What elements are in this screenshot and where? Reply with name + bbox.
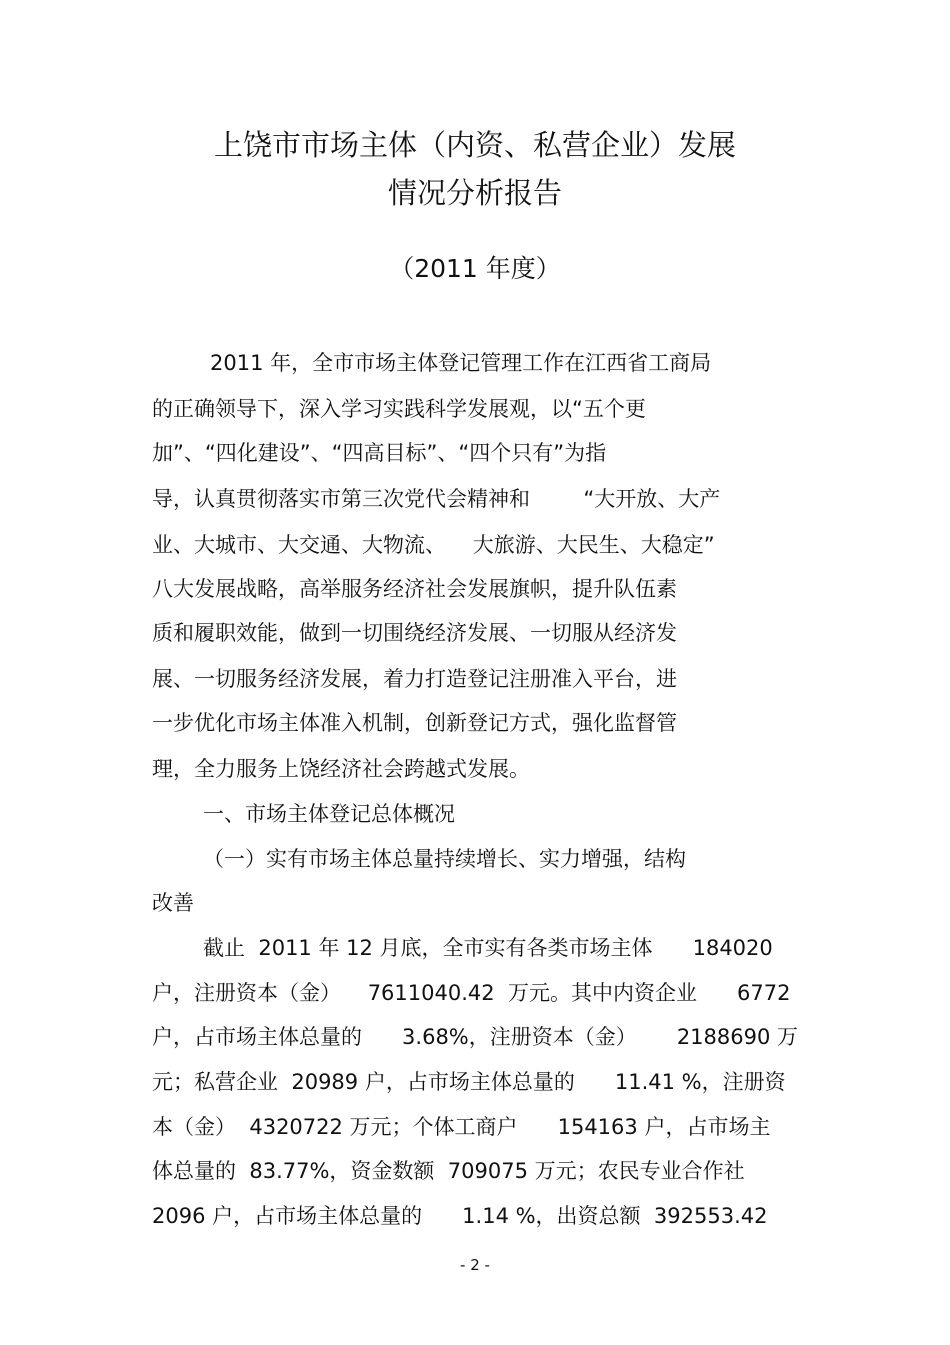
stats-line: 体总量的 83.77%，资金数额 709075 万元；农民专业合作社: [152, 1159, 745, 1183]
intro-line: 的正确领导下，深入学习实践科学发展观，以“五个更: [152, 397, 646, 421]
page-number: - 2 -: [460, 1256, 490, 1274]
document-title-line-1: 上饶市市场主体（内资、私营企业）发展: [213, 128, 736, 162]
intro-line: 2011 年，全市市场主体登记管理工作在江西省工商局: [210, 351, 712, 375]
intro-line: 加”、“四化建设”、“四高目标”、“四个只有”为指: [152, 441, 607, 465]
stats-line: 截止 2011 年 12 月底，全市实有各类市场主体 184020: [203, 936, 773, 960]
stats-line: 2096 户，占市场主体总量的 1.14 %，出资总额 392553.42: [152, 1204, 768, 1228]
stats-line: 元；私营企业 20989 户，占市场主体总量的 11.41 %，注册资: [152, 1070, 786, 1094]
intro-line: 展、一切服务经济发展，着力打造登记注册准入平台，进: [152, 667, 677, 691]
intro-line: 一步优化市场主体准入机制，创新登记方式，强化监督管: [152, 711, 677, 735]
intro-line: 质和履职效能，做到一切围绕经济发展、一切服从经济发: [152, 621, 677, 645]
stats-line: 户，注册资本（金） 7611040.42 万元。其中内资企业 6772: [152, 981, 791, 1005]
subsection-heading-line: 改善: [152, 891, 194, 915]
section-heading: 一、市场主体登记总体概况: [203, 802, 455, 826]
document-year: （2011 年度）: [389, 254, 561, 283]
stats-line: 户，占市场主体总量的 3.68%，注册资本（金） 2188690 万: [152, 1025, 799, 1049]
document-title-line-2: 情况分析报告: [387, 176, 562, 210]
intro-line: 八大发展战略，高举服务经济社会发展旗帜，提升队伍素: [152, 577, 677, 601]
intro-line: 导，认真贯彻落实市第三次党代会精神和 “大开放、大产: [152, 487, 721, 511]
subsection-heading-line: （一）实有市场主体总量持续增长、实力增强，结构: [203, 847, 686, 871]
intro-line: 理，全力服务上饶经济社会跨越式发展。: [152, 757, 530, 781]
intro-line: 业、大城市、大交通、大物流、 大旅游、大民生、大稳定”: [152, 533, 715, 557]
stats-line: 本（金） 4320722 万元；个体工商户 154163 户，占市场主: [152, 1115, 771, 1139]
